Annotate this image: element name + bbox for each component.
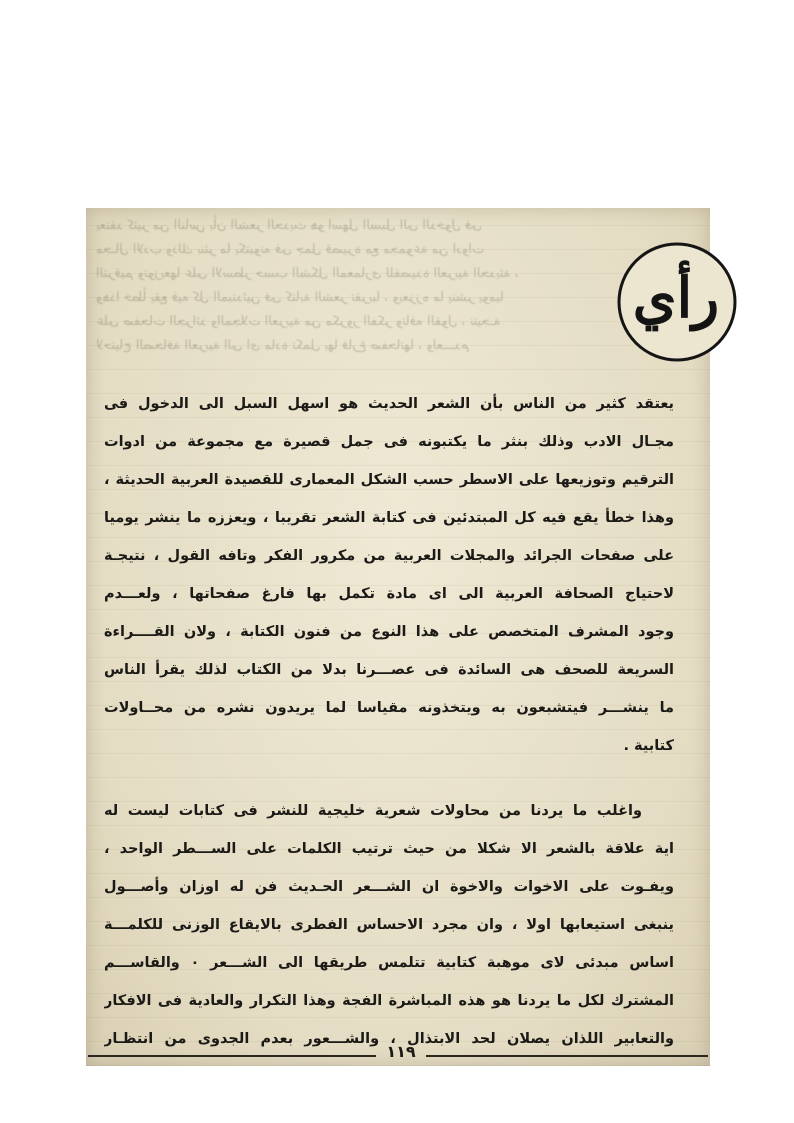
text-line: ويفـوت على الاخوات والاخوة ان الشـــعر الحـديث فن له اوزان وأصـــول xyxy=(104,879,674,895)
paragraph-1 xyxy=(104,385,674,765)
article-body xyxy=(104,385,674,1058)
text-line: السريعة للصحف هى السائدة فى عصـــرنا بدلا من الكتاب لذلك يقرأ الناس xyxy=(104,662,674,678)
text-line: واغلب ما يردنا من محاولات شعرية خليجية للنشر فى كتابات ليست له xyxy=(104,803,642,819)
show-through-line: وهذا خطأ يقع فيه كل المبتدئين فى كتابة الشعر تقريبا ، ويعززه ما ينشر يوميا xyxy=(96,290,504,305)
show-through-line: لاحتياج الصحافة العربية الى اى مادة تكمل بها فارغ صفحاتها ، ولعـــدم xyxy=(96,338,470,353)
text-line: ما ينشـــر فيتشبعون به ويتخذونه مقياسا لما يريدون نشره من محــاولات xyxy=(104,700,674,716)
text-line: يعتقد كثير من الناس بأن الشعر الحديث هو اسهل السبل الى الدخول فى xyxy=(104,396,674,412)
section-logo-word: رأي xyxy=(632,265,720,331)
show-through-line: على صفحات الجرائد والمجلات العربية من مكرور الفكر وتافه القول ، نتيجـة xyxy=(96,314,501,329)
show-through-text xyxy=(96,214,616,364)
show-through-line: مجـال الادب وذلك بنثر ما يكتبونه فى جمل قصيرة مع مجموعة من ادوات xyxy=(96,242,485,257)
footer-rule xyxy=(426,1055,708,1057)
paragraph-2 xyxy=(104,792,674,1058)
text-line: مجـال الادب وذلك بنثر ما يكتبونه فى جمل قصيرة مع مجموعة من ادوات xyxy=(104,434,674,450)
show-through-line: يعتقد كثير من الناس بأن الشعر الحديث هو اسهل السبل الى الدخول فى xyxy=(96,218,483,233)
text-line: الترقيم وتوزيعها على الاسطر حسب الشكل المعمارى للقصيدة العربية الحديثة ، xyxy=(104,472,674,488)
text-line: وجود المشرف المتخصص على هذا النوع من فنون الكتابة ، ولان القــــراءة xyxy=(104,624,674,640)
text-line: كتابية . xyxy=(623,738,674,754)
text-line: وهذا خطأ يقع فيه كل المبتدئين فى كتابة الشعر تقريبا ، ويعززه ما ينشر يوميا xyxy=(104,510,674,526)
text-line: والتعابير اللذان يصلان لحد الابتذال ، والشـــعور بعدم الجدوى من انتظـار xyxy=(104,1031,674,1047)
paragraph-gap xyxy=(104,765,674,792)
text-line: اية علاقة بالشعر الا شكلا من حيث ترتيب الكلمات على الســـطر الواحد ، xyxy=(104,841,674,857)
text-line: المشترك لكل ما يردنا هو هذه المباشرة الفجة وهذا التكرار والعادية فى الافكار xyxy=(104,993,674,1009)
text-line: اساس مبدئى لاى موهبة كتابية تتلمس طريقها الى الشـــعر ٠ والقاســـم xyxy=(104,955,674,971)
text-line: على صفحات الجرائد والمجلات العربية من مكرور الفكر وتافه القول ، نتيجـة xyxy=(104,548,674,564)
text-line: لاحتياج الصحافة العربية الى اى مادة تكمل بها فارغ صفحاتها ، ولعـــدم xyxy=(104,586,674,602)
show-through-line: الترقيم وتوزيعها على الاسطر حسب الشكل المعمارى للقصيدة العربية الحديثة ، xyxy=(96,266,519,281)
footer-rule xyxy=(88,1055,376,1057)
text-line: ينبغى استيعابها اولا ، وان مجرد الاحساس الفطرى بالايقاع الوزنى للكلمـــة xyxy=(104,917,674,933)
page-number: ١١٩ xyxy=(386,1042,416,1061)
